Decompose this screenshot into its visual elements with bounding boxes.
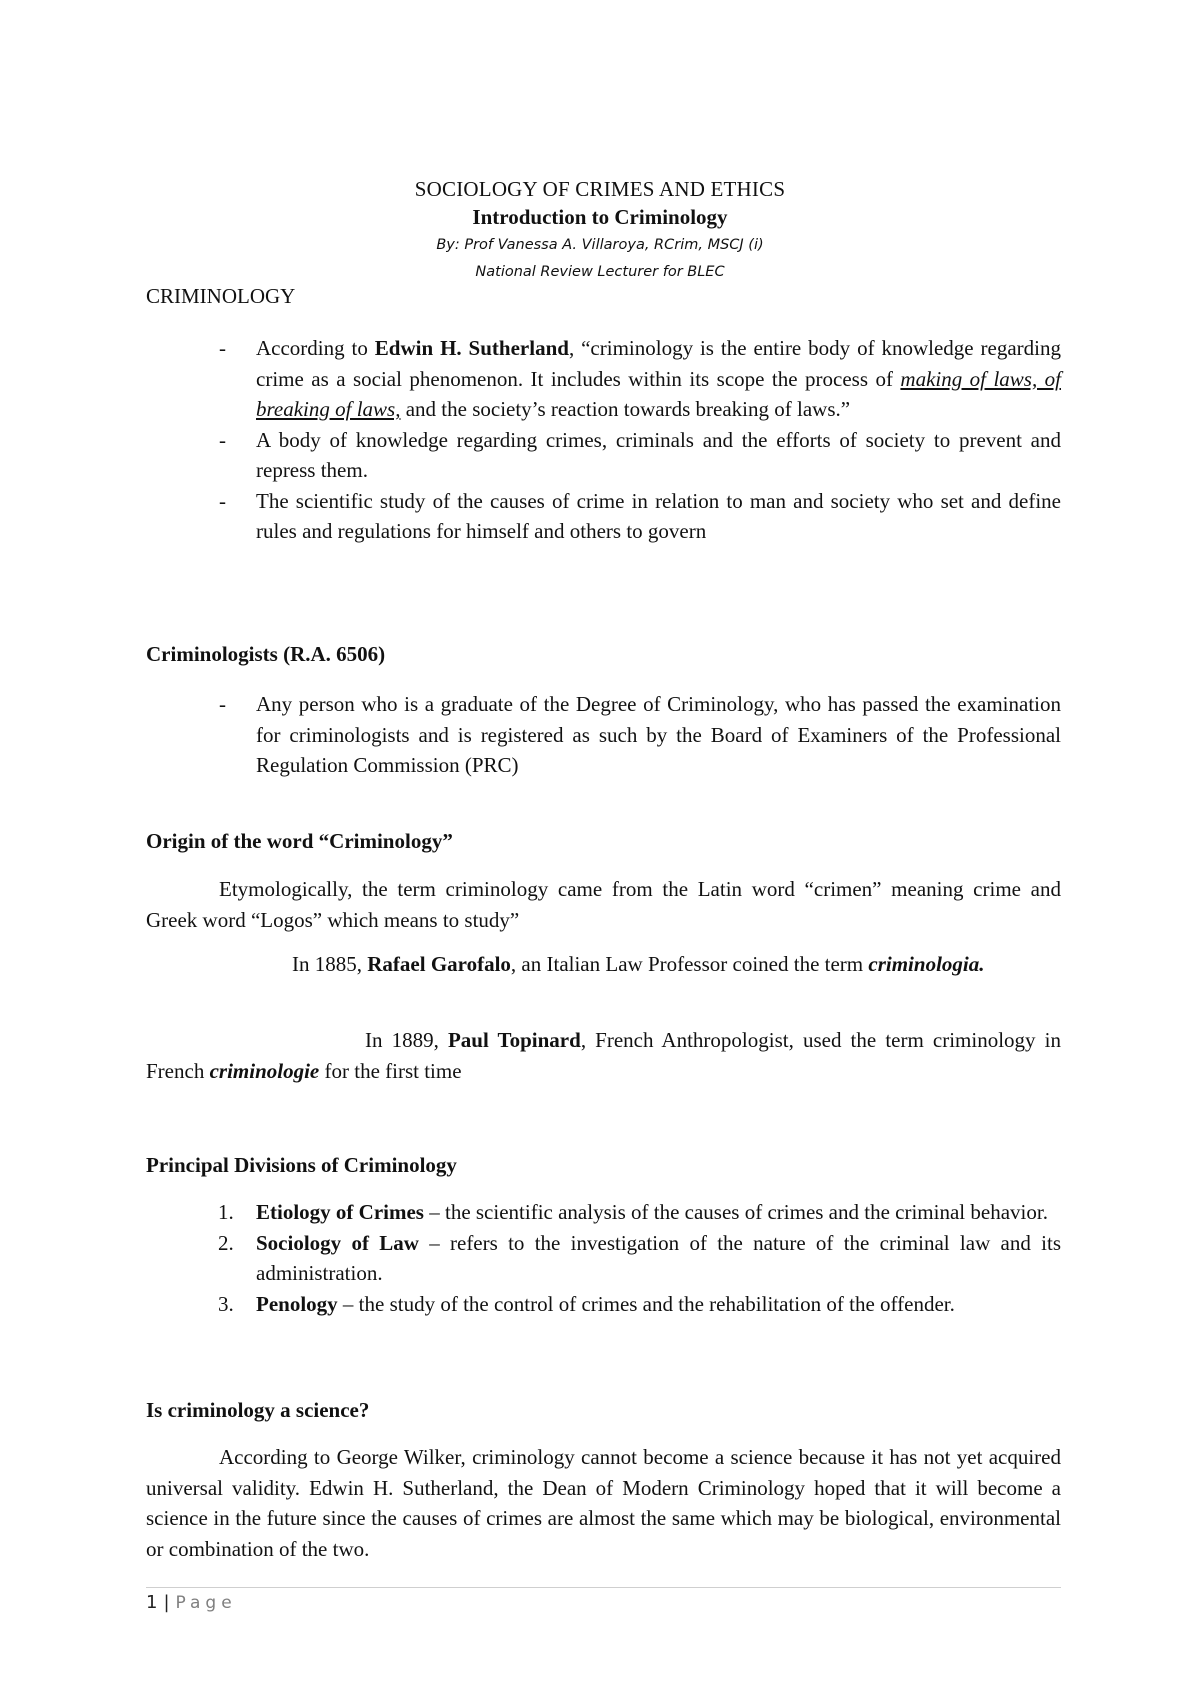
- section-heading-divisions: Principal Divisions of Criminology: [146, 1153, 457, 1177]
- list-item: [146, 425, 1061, 486]
- footer-divider: [146, 1587, 1061, 1588]
- bullet-dash: -: [219, 488, 226, 513]
- term: criminologie: [209, 1058, 320, 1083]
- text-run: , French Anthropologist, used the term criminology in French: [146, 1028, 1061, 1083]
- bullet-dash: -: [219, 692, 226, 716]
- text-run: , an Italian Law Professor coined the term: [510, 952, 869, 976]
- text-run: A body of knowledge regarding crimes, criminals and the efforts of society to prevent and repress them.: [256, 427, 1061, 482]
- text-run: and the society’s reaction towards breaking of laws.”: [400, 397, 851, 421]
- text-run: for the first time: [319, 1058, 462, 1083]
- list-item: [146, 689, 1061, 781]
- division-term: Sociology of Law: [256, 1230, 419, 1255]
- document-header: [0, 176, 1200, 286]
- text-run: According to: [256, 336, 375, 360]
- criminologists-definition: [146, 689, 1061, 781]
- text-run: In 1885,: [292, 952, 368, 976]
- origin-paragraph-3: [146, 1025, 1061, 1086]
- criminology-definitions: [146, 333, 1061, 547]
- list-item: [146, 486, 1061, 547]
- list-number: 1.: [218, 1200, 234, 1224]
- section-heading-criminologists: Criminologists (R.A. 6506): [146, 642, 386, 666]
- division-term: Etiology of Crimes: [256, 1200, 424, 1224]
- text-run: In 1889,: [365, 1028, 448, 1052]
- science-paragraph: According to George Wilker, criminology cannot become a science because it has not yet acquired universal validity. Edwin H. Sutherland, the Dean of Modern Criminology hoped that it will become a science in the future since the causes of crimes are almost the same which may be biological, environmental or combination of the two.: [146, 1445, 1061, 1561]
- list-number: 2.: [218, 1230, 234, 1255]
- section-heading-science: Is criminology a science?: [146, 1398, 370, 1422]
- author-role: National Review Lecturer for BLEC: [475, 264, 725, 280]
- origin-paragraph-2: [146, 949, 1061, 980]
- list-item: [146, 1228, 1061, 1289]
- text-run: , “criminology is the entire body of knowledge regarding crime as a social phenomenon. It includes within its scope the process of: [256, 336, 1061, 391]
- text-run: The scientific study of the causes of crime in relation to man and society who set and define rules and regulations for himself and others to govern: [256, 488, 1061, 543]
- division-desc: – refers to the investigation of the nature of the criminal law and its administration.: [256, 1230, 1061, 1285]
- underlined-text: making of laws, of breaking of laws,: [256, 366, 1061, 421]
- divisions-list: [146, 1197, 1061, 1319]
- person-name: Rafael Garofalo: [367, 952, 511, 976]
- author-line: By: Prof Vanessa A. Villaroya, RCrim, MSCJ (i): [436, 237, 764, 253]
- list-item: [146, 333, 1061, 425]
- list-item: [146, 1197, 1061, 1228]
- page-footer: [146, 1592, 237, 1613]
- division-desc: – the study of the control of crimes and the rehabilitation of the offender.: [337, 1291, 955, 1316]
- section-heading-origin: Origin of the word “Criminology”: [146, 829, 453, 853]
- section-heading-criminology: CRIMINOLOGY: [146, 284, 296, 308]
- page-number: 1: [146, 1592, 158, 1613]
- list-number: 3.: [218, 1291, 234, 1316]
- term: criminologia.: [868, 952, 985, 976]
- division-term: Penology: [256, 1291, 338, 1316]
- bullet-dash: -: [219, 336, 226, 360]
- footer-separator: |: [163, 1592, 170, 1613]
- person-name: Edwin H. Sutherland: [374, 336, 569, 360]
- text-run: Any person who is a graduate of the Degree of Criminology, who has passed the examination for criminologists and is registered as such by the Board of Examiners of the Professional Regulation Commission (PRC): [256, 692, 1061, 777]
- document-title: SOCIOLOGY OF CRIMES AND ETHICS: [414, 177, 786, 201]
- division-desc: – the scientific analysis of the causes of crimes and the criminal behavior.: [423, 1200, 1048, 1224]
- bullet-dash: -: [219, 427, 226, 452]
- origin-paragraph-1: Etymologically, the term criminology came from the Latin word “crimen” meaning crime and Greek word “Logos” which means to study”: [146, 877, 1061, 932]
- page-label: Page: [175, 1593, 237, 1613]
- list-item: [146, 1289, 1061, 1320]
- document-subtitle: Introduction to Criminology: [472, 205, 728, 229]
- person-name: Paul Topinard: [447, 1028, 581, 1052]
